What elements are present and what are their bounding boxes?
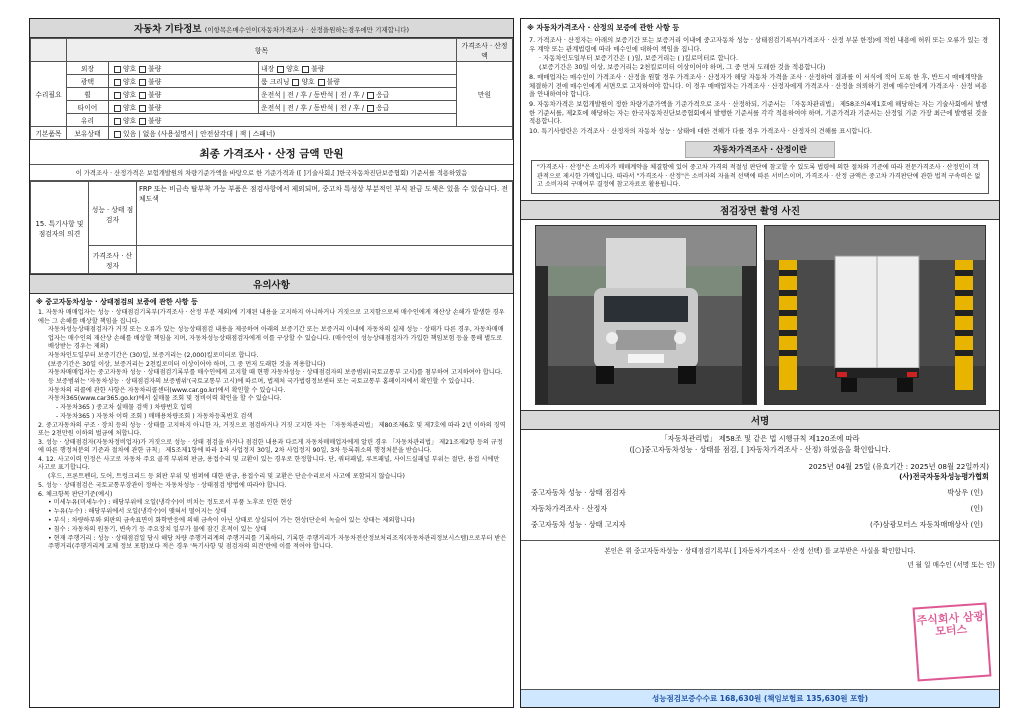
checkbox[interactable] xyxy=(302,66,309,73)
left-panel xyxy=(29,18,514,708)
rear-vehicle-photo xyxy=(764,225,986,405)
definition-box: "가격조사 · 산정"은 소비자가 매매계약을 체결함에 있어 중고차 가격의 적절성 판단에 참고할 수 있도록 법령에 의한 절차와 기준에 따라 전문가격조사 · 산정인이 객관적으로 제시한 가액입니다. 따라서 "가격조사 · 산정"은 소비자의 자율적 선택에 따른 서비스이며, 가격조사 · 산정 금액은 중고차 가격판단에 관한 법적 구속력은 없고 소비자의 구매여부 결정에 참고자료로 활용됩니다. xyxy=(531,160,989,194)
guarantee-notes: ※ 자동차가격조사 · 산정의 보증에 관한 사항 등 7. 가격조사 · 산정자는 아래의 보증기간 또는 보증거리 이내에 중고자동차 성능 · 상태점검기록부(가격조사 · 산정 부분 한정)에 적힌 내용에 허위 또는 오류가 있는 경우 계약 또는 관계법령에 따라 매수인에 대하여 책임을 집니다. · 자동차인도일부터 보증기간은 ( )일, 보증거리는 ( )킬로미터로 합니다. (보증기간은 30일 이상, 보증거리는 2천킬로미터 이상이어야 하며, 그 중 먼저 도래한 것을 적용합니다) 8. 매매업자는 매수인이 가격조사 · 산정을 원할 경우 가격조사 · 산정자가 해당 자동차 가격을 조사 · 산정하여 결과를 이 서식에 적어 도록 한 후, 반드시 매매계약을 체결하기 전에 매수인에게 서면으로 고지하여야 합니다. 이 경우 매매업자는 가격조사 · 산정자에게 가격조사 · 산정을 의뢰하기 전에 매수인에게 가격조사 · 산정 비용을 안내하여야 합니다. 9. 자동차가격은 보험개발원이 정한 차량기준가액을 기준가격으로 조사 · 산정하되, 기준서는 「자동차관리법」 제58조의4제1호에 해당하는 자는 기술사회에서 발행한 기준서를, 제2호에 해당하는 자는 한국자동차진단보증협회에서 발행한 기준서를 각각 적용하여야 하며, 기준가격과 기준서는 산정일 기준 가장 최근에 발행된 것을 적용합니다. 10. 특기사항란은 가격조사 · 산정자의 자동차 성능 · 상태에 대한 견해가 다를 경우 가격조사 · 산정자의 견해를 표시합니다. xyxy=(527,23,988,135)
checkbox[interactable] xyxy=(114,105,121,112)
checkbox[interactable] xyxy=(114,92,121,99)
checkbox[interactable] xyxy=(367,92,374,99)
checkbox[interactable] xyxy=(139,79,146,86)
checkbox[interactable] xyxy=(139,118,146,125)
checkbox[interactable] xyxy=(114,118,121,125)
checkbox[interactable] xyxy=(139,92,146,99)
checkbox[interactable] xyxy=(139,105,146,112)
signature-section: 「자동차관리법」 제58조 및 같은 법 시행규칙 제120조에 따라 ([○]중고자동차성능 · 상태를 점검, [ ]자동차가격조사 · 산정) 하였음을 확인합니다. 2025년 04월 25일 (유효기간 : 2025년 08월 22일까지) (사)전국자동차성능평가협회 중고자동차 성능 · 상태 점검자 박상우 (인) 자동차가격조사 · 산정자 (인) 중고자동차 성능 · 상태 고지자 (주)삼광모터스 자동차매매상사 (인) xyxy=(531,434,989,529)
definition-title: 자동차가격조사 · 산정이란 xyxy=(685,141,835,158)
photo-title: 점검장면 촬영 사진 xyxy=(521,201,999,220)
front-vehicle-photo xyxy=(535,225,757,405)
other-info-header: 자동차 기타정보 (이항목은매수인이(자동차가격조사 · 산정을원하는경우에만 기재합니다) xyxy=(30,19,513,38)
checkbox[interactable] xyxy=(114,131,121,138)
price-basis: 이 가격조사 · 산정가격은 보험개발원의 차량기준가액을 바탕으로 한 기준가격과 ([ ]기술사회,[ ]한국자동차진단보증협회) 기준서를 적용하였음 xyxy=(30,165,513,181)
receipt-confirm: 본인은 위 중고자동차성능 · 상태점검기록부( [ ]자동차가격조사 · 산정 선택) 를 교부받은 사실을 확인합니다. 년 월 일 매수인 (서명 또는 인) xyxy=(521,540,999,571)
notes: ※ 중고자동차성능 · 상태점검의 보증에 관한 사항 등 1. 자동차 매매업자는 성능 · 상태점검기록부(가격조사 · 산정 부분 제외)에 기재된 내용을 고지하지 아니하거나 거짓으로 고지함으로써 매수인에게 재산상 손해가 발생한 경우에는 그 손해를 배상할 책임을 집니다. 자동차성능상태점검자가 거짓 또는 오류가 있는 성능상태점검 내용을 제공하여 아래의 보증기간 또는 보증거리 이내에 자동차의 실제 성능 · 상태가 다른 경우, 자동차매매업자는 매수인의 재산상 손해를 배상할 책임을 지며, 자동차성능상태점검자에게 이를 구상할 수 있습니다. (매수인이 성능상태점검자가 가입한 책임보험 등을 통해 별도로 배상받는 경우는 제외) 자동차인도일부터 보증기간은 (30)일, 보증거리는 (2,000)킬로미터로 합니다. (보증기간은 30일 이상, 보증거리는 2천킬로미터 이상이어야 하며, 그 중 먼저 도래한 것을 적용합니다) 자동차매매업자는 중고자동차 성능 · 상태점검기록부를 매수인에게 고지할 때 현행 자동차성능 · 상태점검자의 보증범위(국토교통부 고시)를 첨부하여 고지하여야 합니다. 등 보증범위는 '자동차성능 · 상태점검자의 보증범위'(국토교통부 고시)에 따르며, 법제처 국가법령정보센터 또는 국토교통부 홈페이지에서 확인할 수 있습니다. 자동차의 리콜에 관한 사항은 자동차리콜센터(www.car.go.kr)에서 확인할 수 있습니다. 자동차365(www.car365.go.kr)에서 실매물 조회 및 정비이력 확인을 할 수 있습니다. - 자동차365 ) 중고차 실매물 검색 ) 차량번호 입력 - 자동차365 ) 자동차 이력 조회 ) 매매용차량조회 ) 자동차등록번호 검색 2. 중고자동차의 구조 · 장치 등의 성능 · 상태를 고지하지 아니한 자, 거짓으로 점검하거나 거짓 고지한 자는 「자동차관리법」 제80조제6호 및 제7호에 따라 2년 이하의 징역 또는 2천만원 이하의 벌금에 처합니다. 3. 성능 · 상태점검자(자동차정비업자)가 거짓으로 성능 · 상태 점검을 하거나 점검한 내용과 다르게 자동차매매업자에게 알린 경우 「자동차관리법」 제21조제2항 등의 규정에 따른 행정처분의 기준과 절차에 관한 규칙」 제5조제1항에 따라 1차 사업정지 30일, 2차 사업정지 90일, 3차 등록취소의 행정처분을 받습니다. 4. 12. 사고이력 인정은 사고로 자동차 주요 골격 부위의 판금, 용접수리 및 교환이 있는 경우로 한정합니다. 단, 쿼터패널, 루프패널, 사이드실패널 부위는 절단, 용접 시에만 사고로 표기합니다. (후드, 프론트펜더, 도어, 트렁크리드 등 외판 부위 및 범퍼에 대한 판금, 용접수리 및 교환은 단순수리로서 사고에 포함되지 않습니다) 5. 성능 · 상태점검은 국토교통부장관이 정하는 자동차성능 · 상태점검 방법에 따라야 합니다. 6. 체크항목 판단기준(예시) • 미세누유(미세누수) : 해당부위에 오일(냉각수)이 비치는 정도로서 부품 노후로 인한 현상 • 누유(누수) : 해당부위에서 오일(냉각수)이 맺혀서 떨어지는 상태 • 부식 : 차량하부와 외판의 금속표면이 화학반응에 의해 금속이 아닌 상태로 상실되어 가는 현상(단순히 녹슬어 있는 상태는 제외합니다) • 침수 : 자동차의 원동기, 변속기 등 주요장치 일부가 물에 잠긴 흔적이 있는 상태 • 현재 주행거리 : 성능 · 상태점검일 당시 해당 차량 주행거리계의 주행거리를 기록하되, 기록한 주행거리가 자동차전산정보처리조직(자동차관리정보시스템)으로부터 받은 주행거리(주행거리계 교체 정보 포함)보다 적은 경우 '특기사항 및 점검자의 의견'란에 이를 적어야 합니다. xyxy=(36,298,507,550)
checkbox[interactable] xyxy=(114,66,121,73)
inspector-row: 중고자동차 성능 · 상태 점검자 박상우 (인) xyxy=(531,488,983,498)
final-price: 최종 가격조사 · 산정 금액 만원 xyxy=(30,140,513,165)
caution-header: 유의사항 xyxy=(30,274,513,294)
checkbox[interactable] xyxy=(292,79,299,86)
right-panel xyxy=(520,18,1000,708)
company-seal: 주식회사 삼광모터스 xyxy=(913,603,992,682)
notifier-row: 중고자동차 성능 · 상태 고지자 (주)삼광모터스 자동차매매상사 (인) xyxy=(531,519,983,529)
checkbox[interactable] xyxy=(277,66,284,73)
signature-title: 서명 xyxy=(521,410,999,430)
appraiser-row: 자동차가격조사 · 산정자 (인) xyxy=(531,504,983,514)
checkbox[interactable] xyxy=(114,79,121,86)
opinion-table: 15. 특기사항 및 점검자의 의견 성능 · 상태 점검자 FRP 또는 비금속 탈부착 가능 부품은 점검사항에서 제외되며, 중고차 특성상 부분적인 부식 판금 도색은 있을 수 있습니다. 전체도색 가격조사 · 산정자 xyxy=(30,181,513,274)
checkbox[interactable] xyxy=(318,79,325,86)
checkbox[interactable] xyxy=(367,105,374,112)
warranty-fee: 성능점검보증수수료 168,630원 (책임보험료 135,630원 포함) xyxy=(521,689,999,707)
other-info-table: 항목 가격조사 · 산정액 수리필요 외장 양호 불량 내장 양호 불량 만원 광택 양호 불량 룸 크리닝 양호 불량 휠 양호 불량 운전석 | 전 / 후 / 동반석 | 전 / 후 / 응급 타이어 양호 불량 운전석 | 전 / 후 / 동반석 | 전 / 후 / 응급 유리 양호 불량 기본품목 보유상태 있음 | 없음 (사용설명서 | 안전삼각대 | 잭 | 스패너) xyxy=(30,38,513,140)
checkbox[interactable] xyxy=(139,66,146,73)
photo-area xyxy=(521,220,999,410)
